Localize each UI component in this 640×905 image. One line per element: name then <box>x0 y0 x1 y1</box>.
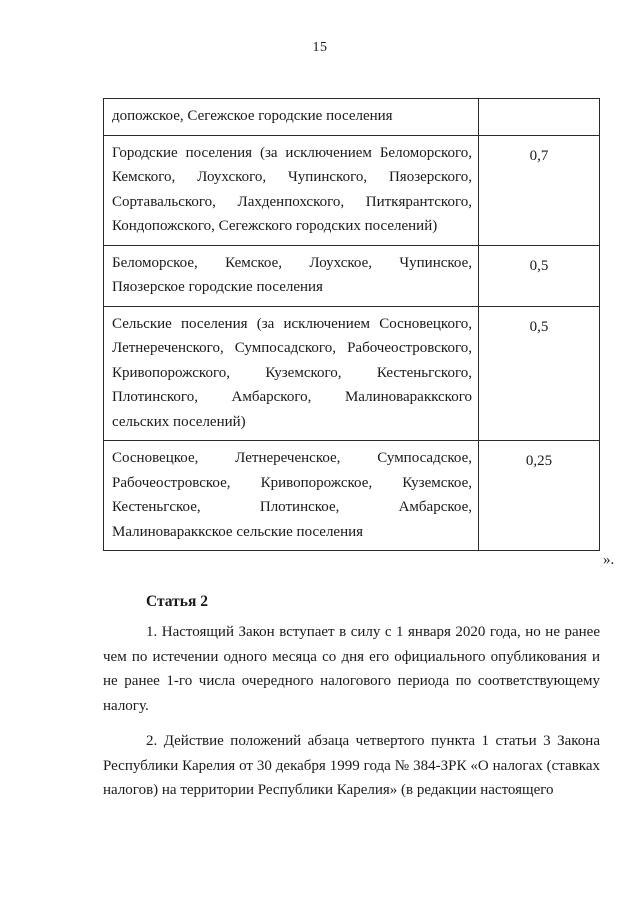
row-rate-value <box>479 99 600 136</box>
closing-quote: ». <box>603 552 615 568</box>
table-row <box>104 245 600 306</box>
row-description: допожское, Сегежское городские поселения <box>104 99 479 136</box>
row-rate-value: 0,25 <box>479 441 600 551</box>
article-paragraph-2: 2. Действие положений абзаца четвертого пункта 1 статьи 3 Закона Республики Карелия от 30 декабря 1999 года № 384-ЗРК «О налогах (ставках налогов) на территории Республики Карелия» (в редакции настоящего <box>103 733 600 798</box>
table-row <box>104 441 600 551</box>
row-rate-value: 0,5 <box>479 245 600 306</box>
tax-rates-table <box>103 98 600 551</box>
row-description: Сосновецкое, Летнереченское, Сумпосадское, Рабочеостровское, Кривопорожское, Куземское, Кестеньгское, Плотинское, Амбарское, Малиновараккское сельские поселения <box>104 441 479 551</box>
row-rate-value: 0,7 <box>479 135 600 245</box>
article-paragraph-1: 1. Настоящий Закон вступает в силу с 1 января 2020 года, но не ранее чем по истечении одного месяца со дня его официального опубликования и не ранее 1-го числа очередного налогового периода по соответствующему налогу. <box>103 624 600 714</box>
table-row <box>104 135 600 245</box>
page-number: 15 <box>312 40 328 55</box>
table-row <box>104 99 600 136</box>
row-description: Беломорское, Кемское, Лоухское, Чупинское, Пяозерское городские поселения <box>104 245 479 306</box>
table-row <box>104 306 600 441</box>
article-heading: Статья 2 <box>146 593 208 610</box>
row-description: Сельские поселения (за исключением Сосновецкого, Летнереченского, Сумпосадского, Рабочеостровского, Кривопорожского, Куземского, Кестеньгского, Плотинского, Амбарского, Малиновараккского сельских поселений) <box>104 306 479 441</box>
row-description: Городские поселения (за исключением Беломорского, Кемского, Лоухского, Чупинского, Пяозерского, Сортавальского, Лахденпохского, Питкярантского, Кондопожского, Сегежского городских поселений) <box>104 135 479 245</box>
row-rate-value: 0,5 <box>479 306 600 441</box>
